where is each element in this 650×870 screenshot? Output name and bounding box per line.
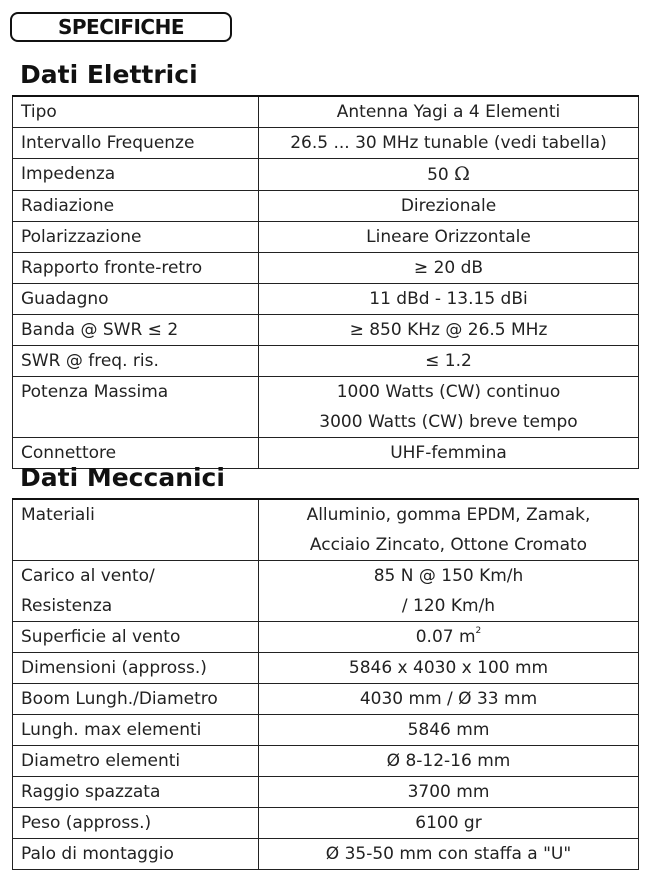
spec-value: 3700 mm xyxy=(259,777,639,808)
table-row xyxy=(13,284,639,315)
spec-value xyxy=(259,622,639,653)
table-row xyxy=(13,561,639,622)
spec-value: 6100 gr xyxy=(259,808,639,839)
spec-label: Guadagno xyxy=(13,284,259,315)
table-row xyxy=(13,777,639,808)
spec-value: ≤ 1.2 xyxy=(259,346,639,377)
spec-value-line: 85 N @ 150 Km/h xyxy=(373,566,524,586)
spec-label: SWR @ freq. ris. xyxy=(13,346,259,377)
spec-value: Ø 8-12-16 mm xyxy=(259,746,639,777)
spec-value: Lineare Orizzontale xyxy=(259,222,639,253)
spec-label-line: Resistenza xyxy=(21,596,113,616)
table-row xyxy=(13,746,639,777)
ohm-unit: Ω xyxy=(454,163,470,185)
table-row xyxy=(13,315,639,346)
superscript-two: 2 xyxy=(475,626,482,636)
spec-label: Rapporto fronte-retro xyxy=(13,253,259,284)
spec-label: Radiazione xyxy=(13,191,259,222)
spec-label: Materiali xyxy=(13,499,259,561)
spec-value: ≥ 20 dB xyxy=(259,253,639,284)
wind-area-value: 0.07 m xyxy=(415,627,476,647)
spec-label: Superficie al vento xyxy=(13,622,259,653)
spec-value-line: Acciaio Zincato, Ottone Cromato xyxy=(309,535,588,555)
table-row xyxy=(13,622,639,653)
impedance-value: 50 xyxy=(427,165,449,185)
table-row xyxy=(13,222,639,253)
table-row xyxy=(13,839,639,870)
spec-value: 5846 mm xyxy=(259,715,639,746)
spec-label: Tipo xyxy=(13,96,259,128)
spec-value: Antenna Yagi a 4 Elementi xyxy=(259,96,639,128)
spec-label: Potenza Massima xyxy=(13,377,259,438)
mechanical-spec-table xyxy=(12,498,639,870)
table-row xyxy=(13,808,639,839)
table-row xyxy=(13,96,639,128)
spec-label xyxy=(13,561,259,622)
spec-value: 11 dBd - 13.15 dBi xyxy=(259,284,639,315)
spec-value: 26.5 ... 30 MHz tunable (vedi tabella) xyxy=(259,128,639,159)
spec-value-line: 3000 Watts (CW) breve tempo xyxy=(319,412,578,432)
spec-value xyxy=(259,499,639,561)
spec-value-line: / 120 Km/h xyxy=(401,596,496,616)
spec-value: Ø 35-50 mm con staffa a "U" xyxy=(259,839,639,870)
spec-label: Connettore xyxy=(13,438,259,469)
spec-label: Lungh. max elementi xyxy=(13,715,259,746)
spec-label-line: Carico al vento/ xyxy=(21,566,155,586)
spec-label: Diametro elementi xyxy=(13,746,259,777)
table-row xyxy=(13,346,639,377)
specifiche-badge: SPECIFICHE xyxy=(10,12,232,42)
spec-label: Intervallo Frequenze xyxy=(13,128,259,159)
table-row xyxy=(13,715,639,746)
table-row xyxy=(13,377,639,438)
table-row xyxy=(13,159,639,191)
spec-label: Boom Lungh./Diametro xyxy=(13,684,259,715)
section-title-mechanical: Dati Meccanici xyxy=(20,463,225,492)
spec-value: 5846 x 4030 x 100 mm xyxy=(259,653,639,684)
spec-value: UHF-femmina xyxy=(259,438,639,469)
table-row xyxy=(13,499,639,561)
section-title-electrical: Dati Elettrici xyxy=(20,60,198,89)
table-row xyxy=(13,653,639,684)
table-row xyxy=(13,128,639,159)
table-row xyxy=(13,684,639,715)
spec-value: 4030 mm / Ø 33 mm xyxy=(259,684,639,715)
spec-value xyxy=(259,159,639,191)
spec-label: Palo di montaggio xyxy=(13,839,259,870)
spec-value: Direzionale xyxy=(259,191,639,222)
table-row xyxy=(13,191,639,222)
spec-label: Raggio spazzata xyxy=(13,777,259,808)
spec-value xyxy=(259,561,639,622)
spec-value: ≥ 850 KHz @ 26.5 MHz xyxy=(259,315,639,346)
spec-label: Impedenza xyxy=(13,159,259,191)
spec-label: Banda @ SWR ≤ 2 xyxy=(13,315,259,346)
table-row xyxy=(13,253,639,284)
spec-value-line: Alluminio, gomma EPDM, Zamak, xyxy=(306,505,591,525)
spec-value xyxy=(259,377,639,438)
spec-label: Polarizzazione xyxy=(13,222,259,253)
spec-value-line: 1000 Watts (CW) continuo xyxy=(336,382,561,402)
spec-label: Peso (appross.) xyxy=(13,808,259,839)
electrical-spec-table xyxy=(12,95,639,469)
spec-label: Dimensioni (appross.) xyxy=(13,653,259,684)
